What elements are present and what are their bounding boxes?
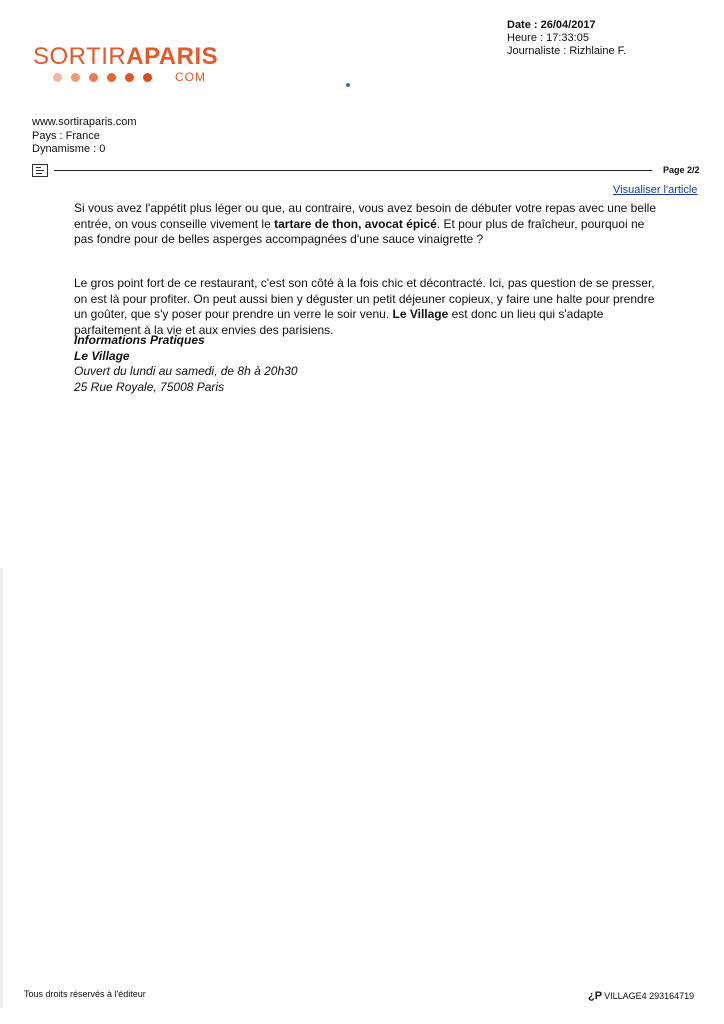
- page-number: Page 2/2: [663, 165, 700, 175]
- view-article-link[interactable]: Visualiser l'article: [613, 184, 698, 196]
- source-info: [32, 116, 137, 157]
- document-icon: [32, 164, 48, 177]
- practical-info: [74, 333, 298, 395]
- sortiraparis-logo: [33, 42, 233, 88]
- logo-dot: [71, 73, 80, 82]
- logo-dot: [125, 73, 134, 82]
- logo-dots: [53, 72, 152, 82]
- practical-info-heading: Informations Pratiques: [74, 333, 205, 347]
- source-country: Pays : France: [32, 129, 100, 142]
- paragraph-1-text: Si vous avez l'appétit plus léger ou que, au contraire, vous avez besoin de débuter votre repas avec une belle entrée, on vous conseille vivement le: [74, 201, 656, 231]
- logo-word-part1: SORTIR: [33, 43, 127, 70]
- paragraph-2-highlight: Le Village: [392, 307, 449, 321]
- venue-name: Le Village: [74, 348, 130, 363]
- scan-speck: [346, 83, 350, 87]
- logo-dot: [89, 73, 98, 82]
- logo-dot: [53, 73, 62, 82]
- article-paragraph-1: [74, 201, 664, 248]
- paragraph-1-text-end: . Et pour plus de fraîcheur, pourquoi ne pas fondre pour de belles asperges accompagnées d'une sauce vinaigrette ?: [74, 216, 645, 246]
- logo-word-part2: APARIS: [126, 43, 219, 70]
- header-divider: [54, 170, 652, 171]
- meta-date: Date : 26/04/2017: [507, 19, 596, 31]
- meta-journalist: Journaliste : Rizhlaine F.: [507, 45, 627, 57]
- source-site: www.sortiraparis.com: [32, 116, 137, 128]
- footer-rights: Tous droits réservés à l'éditeur: [24, 989, 146, 999]
- logo-wordmark: [33, 42, 218, 72]
- venue-address: 25 Rue Royale, 75008 Paris: [74, 379, 225, 394]
- paragraph-1-highlight: tartare de thon, avocat épicé: [274, 216, 437, 231]
- paragraph-2-text: Le gros point fort de ce restaurant, c'est son côté à la fois chic et décontracté. Ici, pas question de se presser, on est là pour profiter. On peut aussi bien y déguster un petit déjeuner copieux, y faire une halte pour prendre un goûter, que s'y poser pour prendre un verre le soir venu.: [74, 276, 655, 321]
- logo-dot: [143, 73, 152, 82]
- logo-dot: [107, 73, 116, 82]
- opening-hours: Ouvert du lundi au samedi, de 8h à 20h30: [74, 364, 298, 378]
- footer-reference-code: VILLAGE4 293164719: [604, 991, 695, 1001]
- logo-com: COM: [175, 70, 206, 84]
- source-dynamism: Dynamisme : 0: [32, 143, 106, 155]
- article-meta: [507, 19, 626, 58]
- scan-edge-shadow: [0, 568, 3, 1008]
- footer-mark-icon: ¿P: [588, 990, 603, 1002]
- meta-time: Heure : 17:33:05: [507, 32, 589, 44]
- paragraph-2-text-end: est donc un lieu qui s'adapte parfaitement à la vie et aux envies des parisiens.: [74, 307, 604, 337]
- footer-reference: [588, 990, 694, 1002]
- article-paragraph-2: [74, 276, 664, 338]
